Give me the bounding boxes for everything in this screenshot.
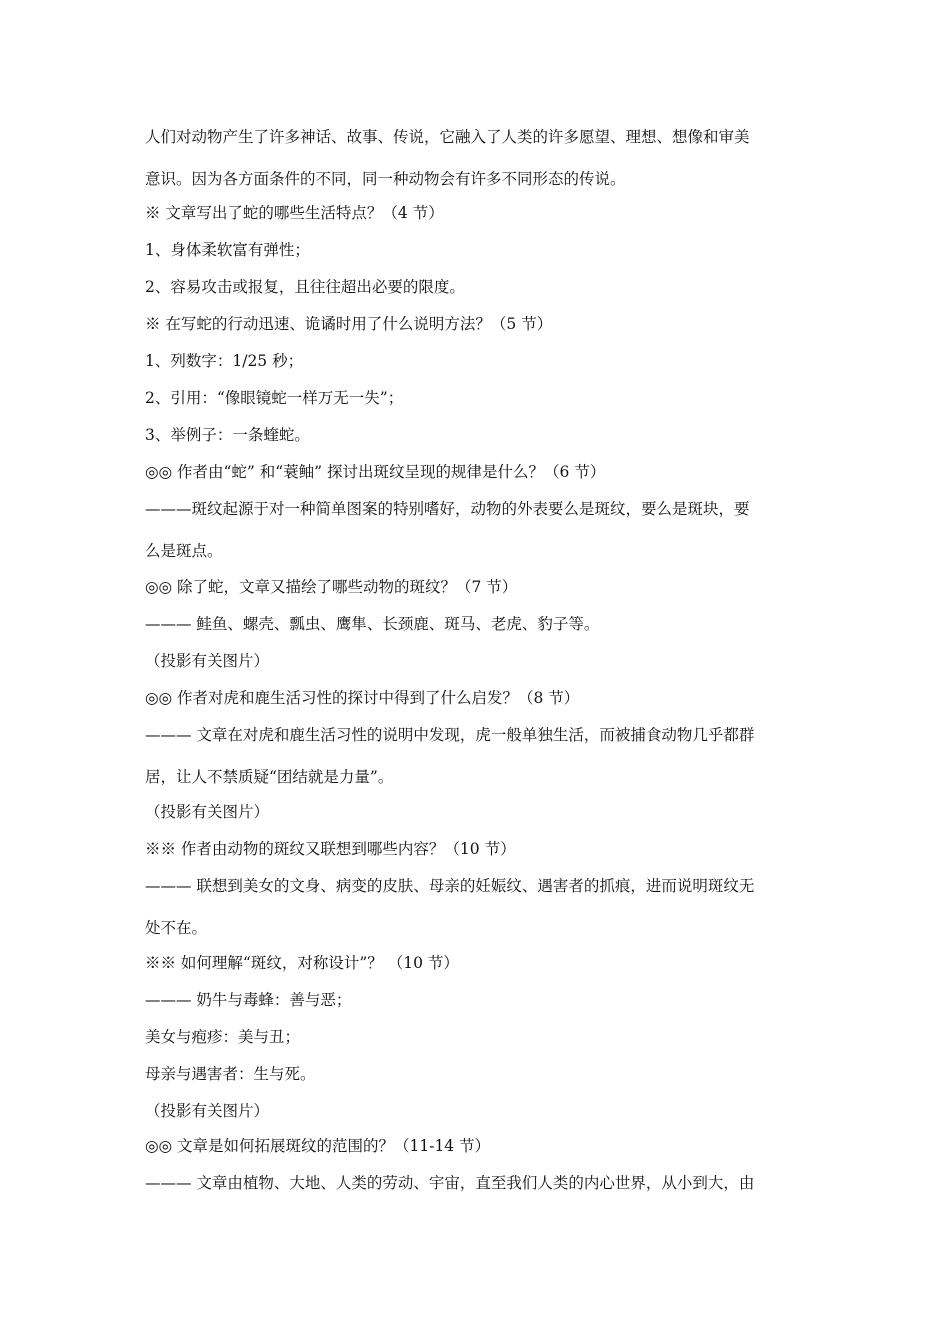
note-line: （投影有关图片） [145,652,270,670]
question-line: ※※ 作者由动物的斑纹又联想到哪些内容？（10 节） [145,840,516,858]
answer-line: 美女与疱疹：美与丑； [145,1028,301,1046]
answer-line: 2、引用：“像眼镜蛇一样万无一失”； [145,389,404,407]
answer-line: 么是斑点。 [145,542,223,560]
question-line: ※※ 如何理解“斑纹，对称设计”？ （10 节） [145,954,459,972]
answer-line: 1、列数字：1/25 秒； [145,352,304,370]
answer-line: ——— 奶牛与毒蜂：善与恶； [145,991,352,1009]
answer-line: ———斑纹起源于对一种简单图案的特别嗜好，动物的外表要么是斑纹，要么是斑块，要 [145,500,750,518]
answer-line: ——— 鲑鱼、螺壳、瓢虫、鹰隼、长颈鹿、斑马、老虎、豹子等。 [145,615,600,633]
text-line: 意识。因为各方面条件的不同，同一种动物会有许多不同形态的传说。 [145,170,626,188]
answer-line: 母亲与遇害者：生与死。 [145,1065,316,1083]
note-line: （投影有关图片） [145,803,270,821]
note-line: （投影有关图片） [145,1102,270,1120]
question-line: ※ 在写蛇的行动迅速、诡谲时用了什么说明方法？（5 节） [145,315,553,333]
answer-line: 处不在。 [145,919,208,937]
answer-line: 2、容易攻击或报复，且往往超出必要的限度。 [145,278,465,296]
answer-line: ——— 文章由植物、大地、人类的劳动、宇宙，直至我们人类的内心世界，从小到大，由 [145,1174,755,1192]
question-line: ◎◎ 作者由“蛇” 和“蓑鲉” 探讨出斑纹呈现的规律是什么？（6 节） [145,463,606,481]
question-line: ※ 文章写出了蛇的哪些生活特点？（4 节） [145,204,444,222]
text-line: 人们对动物产生了许多神话、故事、传说，它融入了人类的许多愿望、理想、想像和审美 [145,128,750,146]
answer-line: 居，让人不禁质疑“团结就是力量”。 [145,768,394,786]
question-line: ◎◎ 文章是如何拓展斑纹的范围的？（11-14 节） [145,1137,491,1155]
answer-line: ——— 文章在对虎和鹿生活习性的说明中发现，虎一般单独生活，而被捕食动物几乎都群 [145,726,755,744]
answer-line: 1、身体柔软富有弹性； [145,241,310,259]
question-line: ◎◎ 作者对虎和鹿生活习性的探讨中得到了什么启发？（8 节） [145,689,580,707]
answer-line: 3、举例子：一条蝰蛇。 [145,426,310,444]
question-line: ◎◎ 除了蛇，文章又描绘了哪些动物的斑纹？（7 节） [145,578,518,596]
answer-line: ——— 联想到美女的文身、病变的皮肤、母亲的妊娠纹、遇害者的抓痕，进而说明斑纹无 [145,877,755,895]
